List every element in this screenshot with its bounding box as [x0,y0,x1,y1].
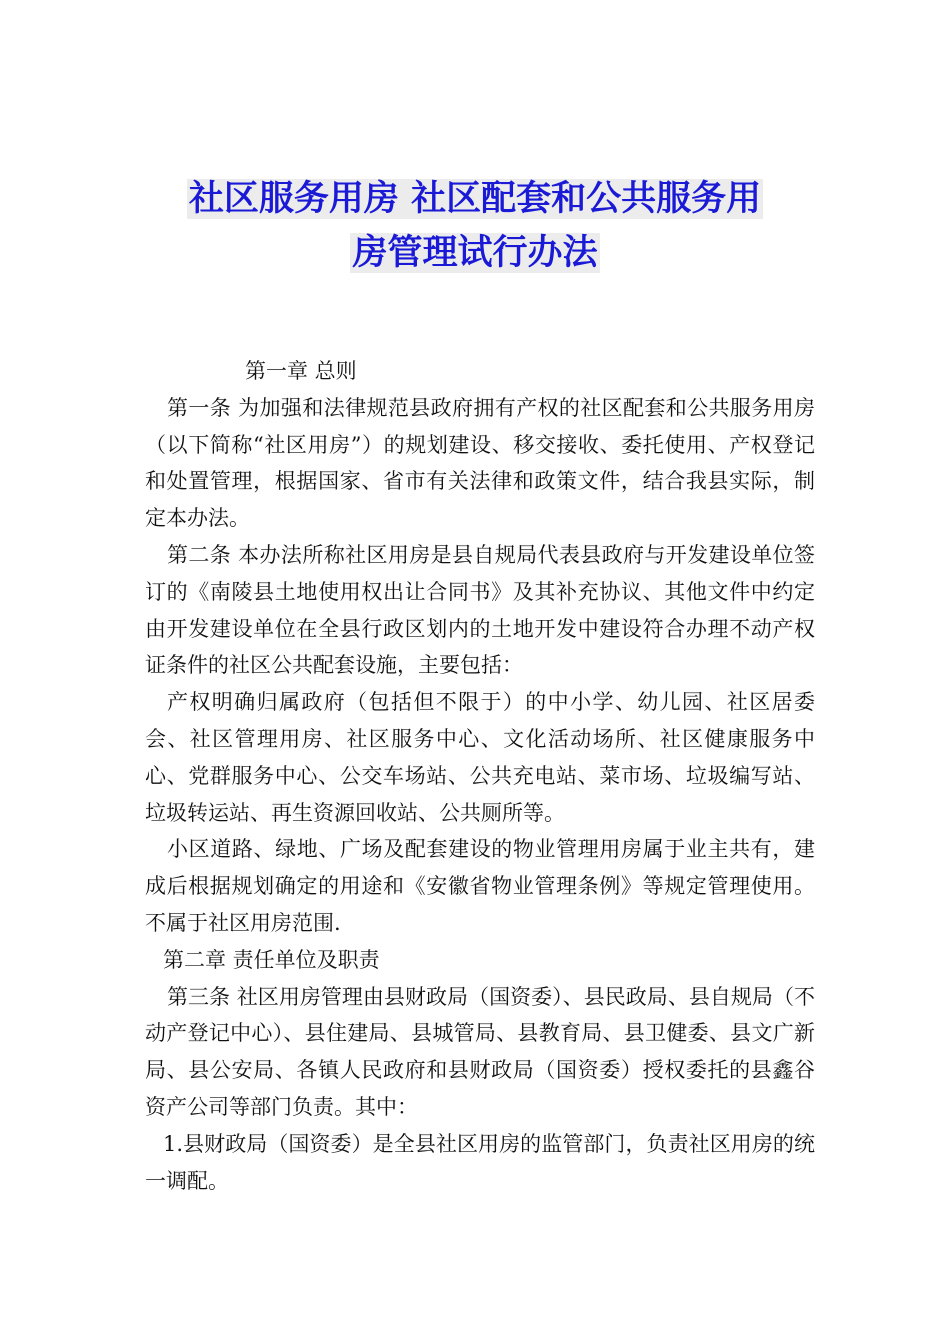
document-body [145,353,815,1199]
article-3-item-1: 1.县财政局（国资委）是全县社区用房的监管部门，负责社区用房的统一调配。 [145,1131,815,1193]
chapter-2-heading: 第二章 责任单位及职责 [163,947,380,972]
chapter-1-heading: 第一章 总则 [245,359,357,383]
title-line-2: 房管理试行办法 [352,233,598,273]
article-2: 第二条 本办法所称社区用房是县自规局代表县政府与开发建设单位签订的《南陵县土地使用权出让合同书》及其补充协议、其他文件中约定由开发建设单位在全县行政区划内的土地开发中建设符合办理不动产权证条件的社区公共配套设施，主要包括： [145,542,815,678]
document-title [150,172,800,280]
title-line-1: 社区服务用房 社区配套和公共服务用 [188,179,762,219]
article-3: 第三条 社区用房管理由县财政局（国资委）、县民政局、县自规局（不动产登记中心）、县住建局、县城管局、县教育局、县卫健委、县文广新局、县公安局、各镇人民政府和县财政局（国资委）授权委托的县鑫谷资产公司等部门负责。其中： [145,984,815,1119]
article-2-list: 产权明确归属政府（包括但不限于）的中小学、幼儿园、社区居委会、社区管理用房、社区服务中心、文化活动场所、社区健康服务中心、党群服务中心、公交车场站、公共充电站、菜市场、垃圾编写站、垃圾转运站、再生资源回收站、公共厕所等。 [145,690,815,825]
article-2-exclusion: 小区道路、绿地、广场及配套建设的物业管理用房属于业主共有，建成后根据规划确定的用途和《安徽省物业管理条例》等规定管理使用。不属于社区用房范围. [145,837,815,935]
article-1: 第一条 为加强和法律规范县政府拥有产权的社区配套和公共服务用房（以下简称“社区用房”）的规划建设、移交接收、委托使用、产权登记和处置管理，根据国家、省市有关法律和政策文件，结合我县实际，制定本办法。 [145,395,815,531]
